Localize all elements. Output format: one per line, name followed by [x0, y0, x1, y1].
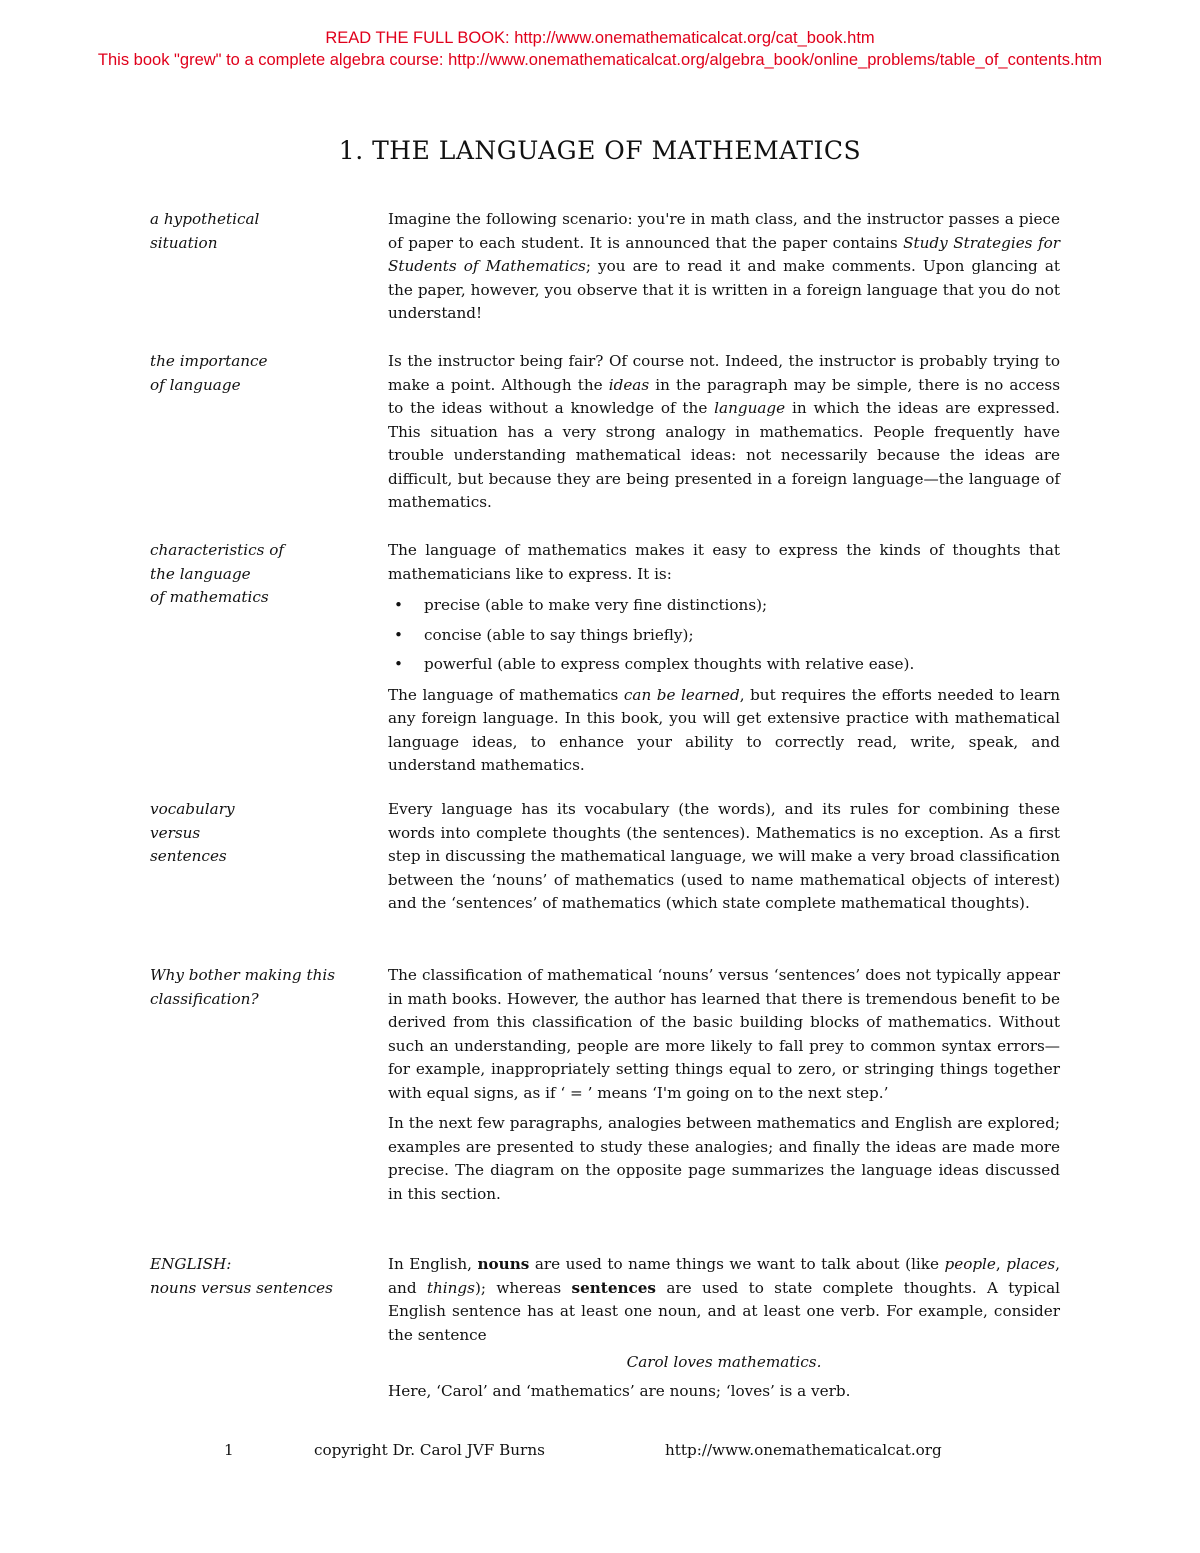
banner-line-1	[0, 29, 1200, 48]
paragraph: The language of mathematics makes it easy to express the kinds of thoughts that mathematicians like to express. It is:	[388, 541, 1060, 583]
section-body	[388, 964, 1060, 1206]
list-item	[388, 621, 1060, 651]
text-run: in which the ideas are expressed. This situation has a very strong analogy in mathematics. People frequently have trouble understanding mathematical ideas: not necessarily because the ideas are difficult, but because they are being presented in a foreign language—the language of mathematics.	[388, 399, 1060, 511]
paragraph	[388, 1253, 1060, 1347]
text-run: In English,	[388, 1255, 478, 1273]
copyright-text: copyright Dr. Carol JVF Burns	[314, 1441, 545, 1459]
text-run: The language of mathematics	[388, 685, 624, 704]
text-run: , and	[388, 1255, 1060, 1297]
list-item-text: powerful (able to express complex thoughts with relative ease).	[424, 655, 915, 673]
margin-note-line: the importance	[150, 352, 268, 370]
margin-note-line: sentences	[150, 847, 227, 865]
emphasis-text: can be learned	[623, 685, 740, 704]
bold-text: nouns	[477, 1255, 530, 1273]
banner-line-1-label: READ THE FULL BOOK:	[325, 29, 515, 47]
text-run: ,	[995, 1255, 1007, 1273]
full-book-link[interactable]: http://www.onemathematicalcat.org/cat_book.htm	[514, 29, 875, 47]
text-run: , but requires the efforts needed to learn any foreign language. In this book, you will get extensive practice with mathematical language ideas, to enhance your ability to correctly read, write, speak, and understand mathematics.	[388, 685, 1060, 774]
section-body	[388, 539, 1060, 778]
algebra-course-link[interactable]: http://www.onemathematicalcat.org/algebra_book/online_problems/table_of_contents.htm	[448, 51, 1103, 69]
emphasis-text: language	[714, 399, 786, 417]
margin-note	[150, 964, 375, 1011]
bullet-icon: •	[394, 655, 403, 673]
paragraph	[388, 350, 1060, 515]
margin-note-line: ENGLISH:	[150, 1255, 232, 1273]
margin-note-line: vocabulary	[150, 800, 235, 818]
margin-note	[150, 1253, 375, 1300]
bold-text: sentences	[571, 1278, 656, 1297]
section-body	[388, 350, 1060, 515]
emphasis-text: Study Strategies for Students of Mathematics	[388, 233, 1060, 275]
text-run: are used to name things we want to talk about (like	[529, 1255, 945, 1273]
margin-note-line: classification?	[150, 989, 259, 1008]
margin-note	[150, 539, 375, 610]
margin-note-line: of mathematics	[150, 588, 269, 606]
text-run: in the paragraph may be simple, there is no access to the ideas without a knowledge of the	[388, 375, 1060, 417]
banner-line-2	[0, 51, 1200, 70]
margin-note	[150, 208, 375, 255]
section-body	[388, 208, 1060, 326]
list-item	[388, 650, 1060, 680]
example-sentence: Carol loves mathematics.	[626, 1353, 822, 1371]
paragraph	[388, 208, 1060, 326]
text-run: Is the instructor being fair? Of course not. Indeed, the instructor is probably trying to make a point. Although the	[388, 352, 1060, 394]
paragraph: Every language has its vocabulary (the words), and its rules for combining these words into complete thoughts (the sentences). Mathematics is no exception. As a first step in discussing the mathematical language, we will make a very broad classification between the ‘nouns’ of mathematics (used to name mathematical objects of interest) and the ‘sentences’ of mathematics (which state complete mathematical thoughts).	[388, 800, 1060, 912]
text-run: ); whereas	[474, 1278, 572, 1297]
page-number: 1	[224, 1441, 234, 1459]
margin-note-line: characteristics of	[150, 541, 285, 559]
emphasis-text: people	[944, 1255, 996, 1273]
margin-note-line: nouns versus sentences	[150, 1278, 333, 1297]
chapter-title: 1. THE LANGUAGE OF MATHEMATICS	[338, 136, 862, 165]
bullet-icon: •	[394, 625, 403, 644]
paragraph	[388, 684, 1060, 778]
footer-url: http://www.onemathematicalcat.org	[665, 1441, 942, 1459]
margin-note-line: of language	[150, 375, 241, 394]
bullet-icon: •	[394, 596, 403, 614]
text-run: Imagine the following scenario: you're in math class, and the instructor passes a piece of paper to each student. It is announced that the paper contains	[388, 210, 1060, 252]
banner-line-2-label: This book "grew" to a complete algebra course:	[97, 51, 449, 69]
paragraph: In the next few paragraphs, analogies between mathematics and English are explored; examples are presented to study these analogies; and finally the ideas are made more precise. The diagram on the opposite page summarizes the language ideas discussed in this section.	[388, 1114, 1060, 1203]
margin-note-line: situation	[150, 233, 218, 252]
list-item	[388, 591, 1060, 621]
emphasis-text: things	[426, 1278, 475, 1297]
emphasis-text: places	[1006, 1255, 1056, 1273]
text-run: ; you are to read it and make comments. Upon glancing at the paper, however, you observe that it is written in a foreign language that you do not understand!	[388, 257, 1060, 322]
text-run: are used to state complete thoughts. A typical English sentence has at least one noun, and at least one verb. For example, consider the sentence	[388, 1278, 1060, 1344]
margin-note-line: the language	[150, 564, 251, 583]
margin-note-line: Why bother making this	[150, 966, 336, 984]
list-item-text: concise (able to say things briefly);	[424, 625, 694, 644]
emphasis-text: ideas	[608, 375, 650, 394]
margin-note	[150, 350, 375, 397]
characteristics-list	[388, 591, 1060, 680]
section-body	[388, 1253, 1060, 1403]
margin-note-line: a hypothetical	[150, 210, 260, 228]
margin-note	[150, 798, 375, 869]
paragraph: Here, ‘Carol’ and ‘mathematics’ are nouns; ‘loves’ is a verb.	[388, 1381, 851, 1400]
section-body	[388, 798, 1060, 916]
list-item-text: precise (able to make very fine distinctions);	[424, 596, 768, 614]
paragraph: The classification of mathematical ‘nouns’ versus ‘sentences’ does not typically appear in math books. However, the author has learned that there is tremendous benefit to be derived from this classification of the basic building blocks of mathematics. Without such an understanding, people are more likely to fall prey to common syntax errors—for example, inappropriately setting things equal to zero, or stringing things together with equal signs, as if ‘ = ’ means ‘I'm going on to the next step.’	[388, 966, 1060, 1102]
margin-note-line: versus	[150, 823, 201, 842]
